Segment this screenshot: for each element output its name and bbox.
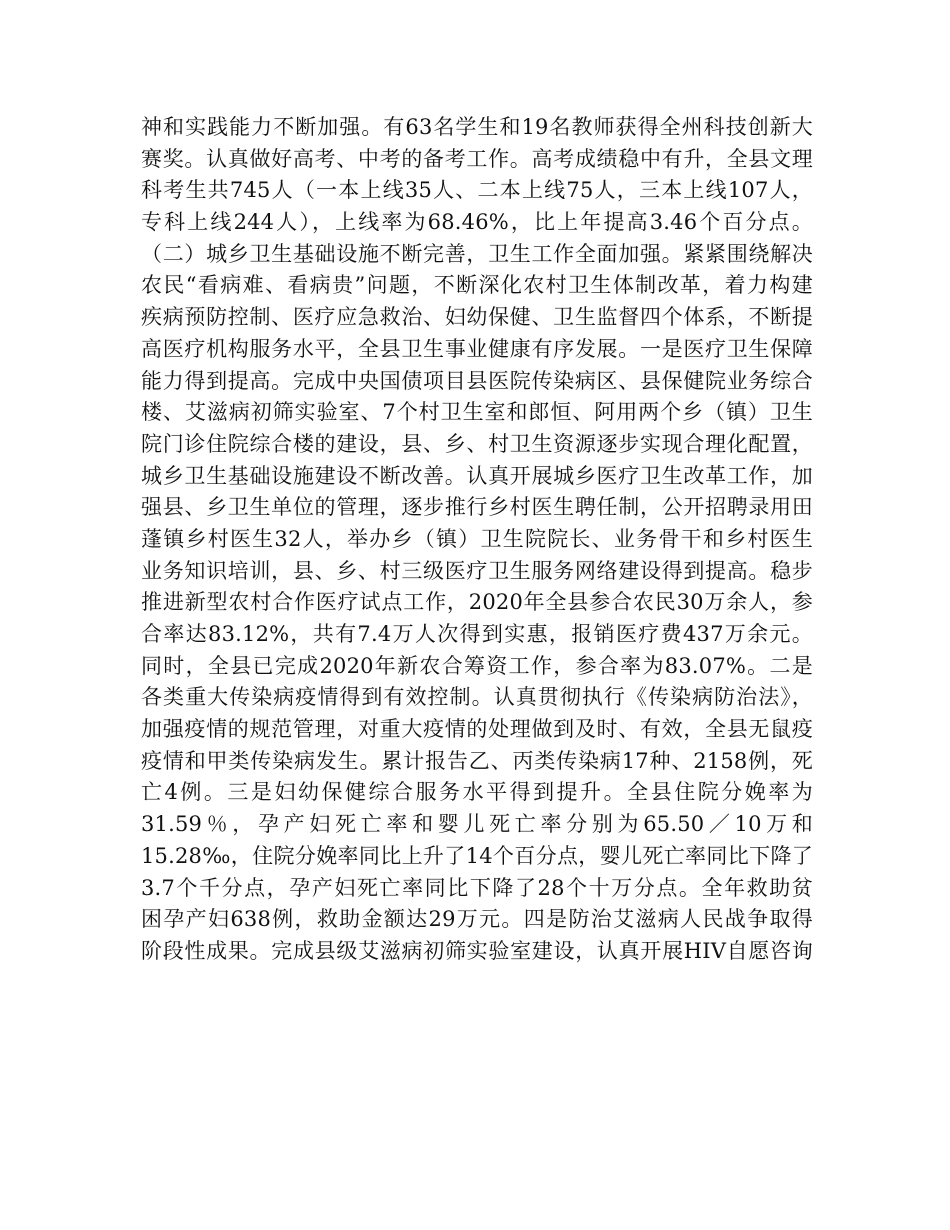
text-line: （二）城乡卫生基础设施不断完善，卫生工作全面加强。紧紧围绕解决: [141, 241, 813, 266]
text-line: 31.59％，孕产妇死亡率和婴儿死亡率分别为65.50／10万和: [141, 812, 813, 837]
text-line: 蓬镇乡村医生32人，举办乡（镇）卫生院院长、业务骨干和乡村医生: [141, 526, 813, 551]
body-text: [141, 112, 813, 968]
text-line: 推进新型农村合作医疗试点工作，2020年全县参合农民30万余人，参: [141, 590, 813, 615]
text-line: 3.7个千分点，孕产妇死亡率同比下降了28个十万分点。全年救助贫: [141, 875, 813, 900]
text-line: 楼、艾滋病初筛实验室、7个村卫生室和郎恒、阿用两个乡（镇）卫生: [141, 400, 813, 425]
text-line: 专科上线244人），上线率为68.46%，比上年提高3.46个百分点。: [141, 210, 813, 235]
text-line: 农民“看病难、看病贵”问题，不断深化农村卫生体制改革，着力构建: [141, 273, 813, 298]
text-line: 高医疗机构服务水平，全县卫生事业健康有序发展。一是医疗卫生保障: [141, 336, 813, 361]
text-line: 合率达83.12%，共有7.4万人次得到实惠，报销医疗费437万余元。: [141, 622, 813, 646]
text-line: 城乡卫生基础设施建设不断改善。认真开展城乡医疗卫生改革工作，加: [141, 463, 813, 488]
text-line: 赛奖。认真做好高考、中考的备考工作。高考成绩稳中有升，全县文理: [141, 146, 813, 171]
text-line: 能力得到提高。完成中央国债项目县医院传染病区、县保健院业务综合: [141, 368, 813, 393]
text-line: 科考生共745人（一本上线35人、二本上线75人，三本上线107人，: [141, 178, 813, 203]
text-line: 业务知识培训，县、乡、村三级医疗卫生服务网络建设得到提高。稳步: [141, 558, 813, 583]
text-line: 困孕产妇638例，救助金额达29万元。四是防治艾滋病人民战争取得: [141, 907, 813, 932]
text-line: 阶段性成果。完成县级艾滋病初筛实验室建设，认真开展HIV自愿咨询: [141, 938, 813, 963]
text-line: 疫情和甲类传染病发生。累计报告乙、丙类传染病17种、2158例，死: [141, 748, 813, 773]
text-line: 15.28‰，住院分娩率同比上升了14个百分点，婴儿死亡率同比下降了: [141, 843, 813, 868]
text-line: 疾病预防控制、医疗应急救治、妇幼保健、卫生监督四个体系，不断提: [141, 305, 813, 330]
text-line: 各类重大传染病疫情得到有效控制。认真贯彻执行《传染病防治法》，: [141, 685, 813, 710]
text-line: 强县、乡卫生单位的管理，逐步推行乡村医生聘任制，公开招聘录用田: [141, 495, 813, 520]
text-line: 亡4例。三是妇幼保健综合服务水平得到提升。全县住院分娩率为: [141, 780, 813, 805]
text-line: 院门诊住院综合楼的建设，县、乡、村卫生资源逐步实现合理化配置，: [141, 431, 813, 456]
text-line: 神和实践能力不断加强。有63名学生和19名教师获得全州科技创新大: [141, 115, 813, 139]
text-line: 同时，全县已完成2020年新农合筹资工作，参合率为83.07%。二是: [141, 653, 813, 678]
text-line: 加强疫情的规范管理，对重大疫情的处理做到及时、有效，全县无鼠疫: [141, 717, 813, 742]
